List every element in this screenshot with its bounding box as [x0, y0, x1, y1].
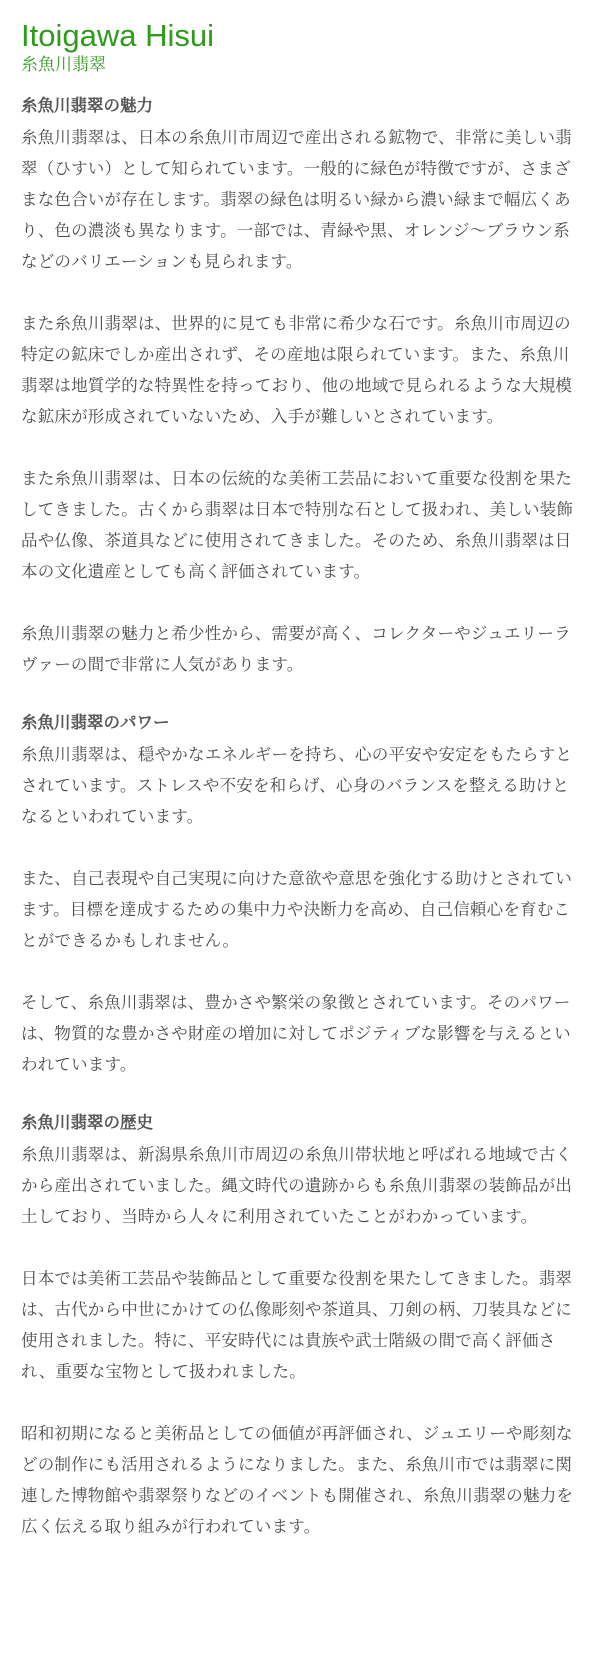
page-title: Itoigawa Hisui [21, 18, 214, 53]
paragraph: 糸魚川翡翠は、新潟県糸魚川市周辺の糸魚川帯状地と呼ばれる地域で古くから産出されていました。縄文時代の遺跡からも糸魚川翡翠の装飾品が出土しており、当時から人々に利用されていたことがわかっています。 [21, 1145, 573, 1226]
paragraph: また糸魚川翡翠は、世界的に見ても非常に希少な石です。糸魚川市周辺の特定の鉱床でしか産出されず、その産地は限られています。また、糸魚川翡翠は地質学的な特異性を持っており、他の地域で見られるような大規模な鉱床が形成されていないため、入手が難しいとされています。 [21, 314, 573, 426]
paragraph: そして、糸魚川翡翠は、豊かさや繁栄の象徴とされています。そのパワーは、物質的な豊かさや財産の増加に対してポジティブな影響を与えるといわれています。 [21, 993, 571, 1074]
paragraph: また、自己表現や自己実現に向けた意欲や意思を強化する助けとされています。目標を達成するための集中力や決断力を高め、自己信頼心を育むことができるかもしれません。 [21, 869, 573, 950]
section-heading: 糸魚川翡翠の魅力 [21, 96, 153, 115]
paragraph: また糸魚川翡翠は、日本の伝統的な美術工芸品において重要な役割を果たしてきました。古くから翡翠は日本で特別な石として扱われ、美しい装飾品や仏像、茶道具などに使用されてきました。そのため、糸魚川翡翠は日本の文化遺産としても高く評価されています。 [21, 469, 574, 581]
paragraph: 糸魚川翡翠の魅力と希少性から、需要が高く、コレクターやジュエリーラヴァーの間で非常に人気があります。 [21, 624, 571, 674]
paragraph: 糸魚川翡翠は、日本の糸魚川市周辺で産出される鉱物で、非常に美しい翡翠（ひすい）として知られています。一般的に緑色が特徴ですが、さまざまな色合いが存在します。翡翠の緑色は明るい緑から濃い緑まで幅広くあり、色の濃淡も異なります。一部では、青緑や黒、オレンジ〜ブラウン系などのバリエーションも見られます。 [21, 128, 572, 271]
section-heading: 糸魚川翡翠のパワー [21, 713, 170, 732]
paragraph: 昭和初期になると美術品としての価値が再評価され、ジュエリーや彫刻などの制作にも活用されるようになりました。また、糸魚川市では翡翠に関連した博物館や翡翠祭りなどのイベントも開催され、糸魚川翡翠の魅力を広く伝える取り組みが行われています。 [21, 1424, 574, 1536]
section-history [21, 1111, 579, 1542]
section-heading: 糸魚川翡翠の歴史 [21, 1113, 153, 1132]
paragraph: 日本では美術工芸品や装飾品として重要な役割を果たしてきました。翡翠は、古代から中世にかけての仏像彫刻や茶道具、刀剣の柄、刀装具などに使用されました。特に、平安時代には貴族や武士階級の間で高く評価され、重要な宝物として扱われました。 [21, 1269, 573, 1381]
section-power [21, 711, 579, 1080]
section-charm [21, 94, 579, 680]
page-subtitle: 糸魚川翡翠 [21, 55, 106, 75]
paragraph: 糸魚川翡翠は、穏やかなエネルギーを持ち、心の平安や安定をもたらすとされています。ストレスや不安を和らげ、心身のバランスを整える助けとなるといわれています。 [21, 745, 573, 826]
